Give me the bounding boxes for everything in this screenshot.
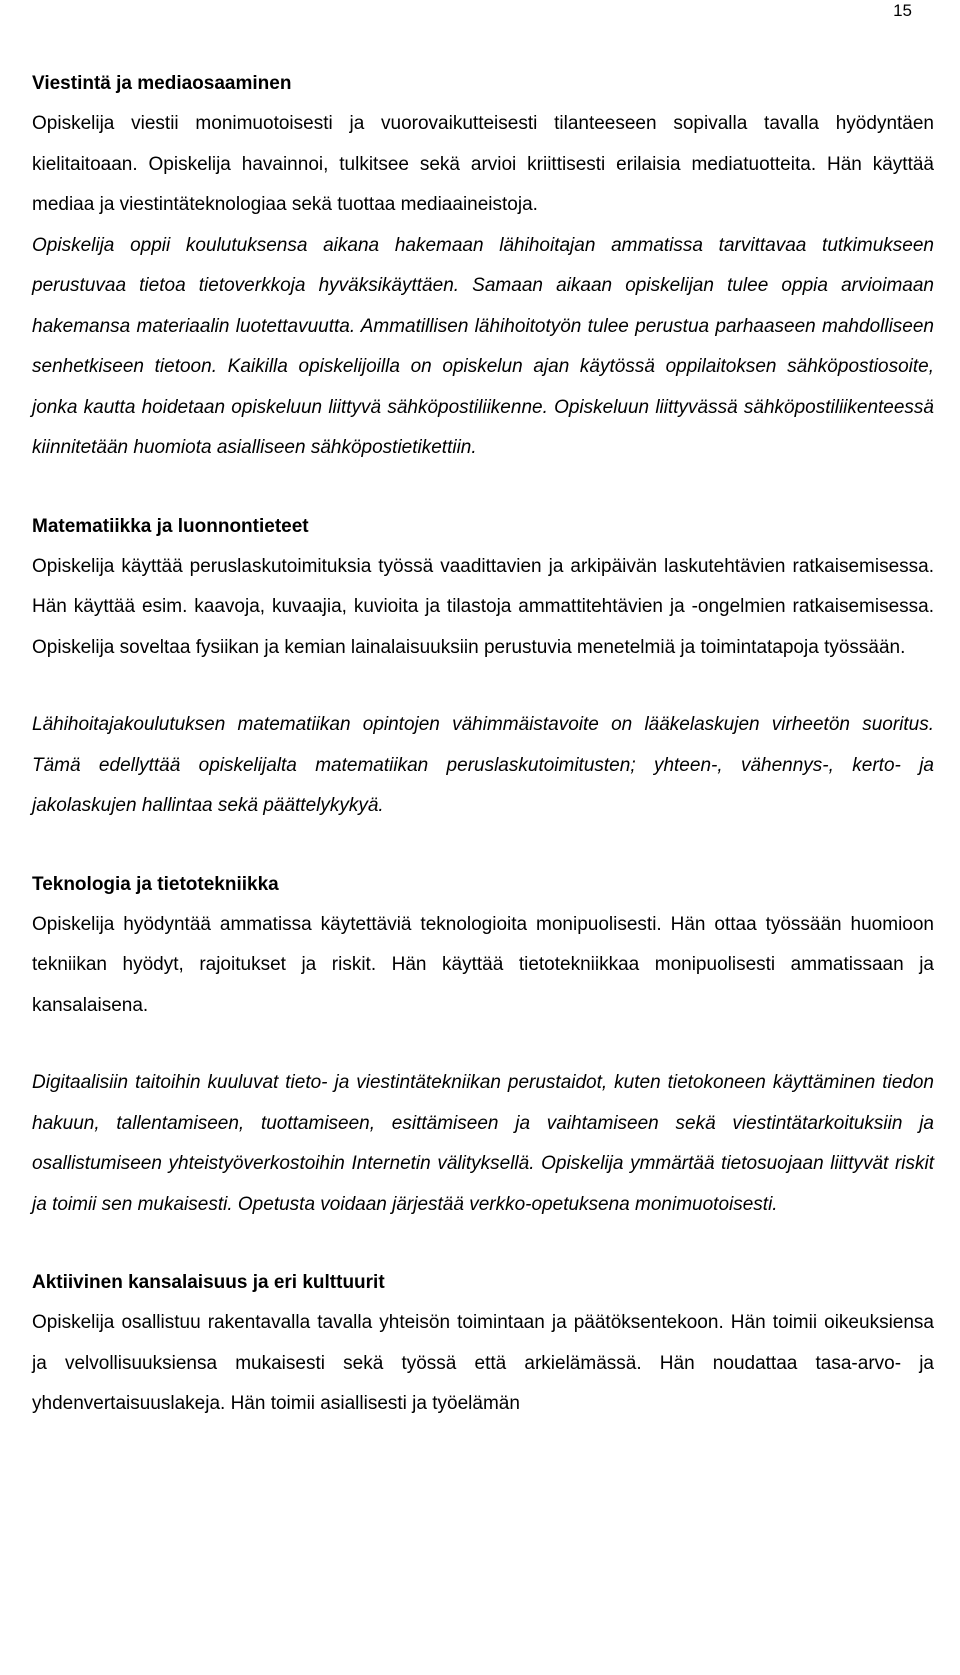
section-viestinta [32, 64, 934, 469]
section-teknologia [32, 865, 934, 1226]
spacer [32, 668, 934, 705]
paragraph: Opiskelija viestii monimuotoisesti ja vuorovaikutteisesti tilanteeseen sopivalla tavalla hyödyntäen kielitaitoaan. Opiskelija havainnoi, tulkitsee sekä arvioi kriittisesti erilaisia mediatuotteita. Hän käyttää mediaa ja viestintäteknologiaa sekä tuottaa mediaaineistoja. [32, 113, 934, 215]
section-heading: Matematiikka ja luonnontieteet [32, 515, 309, 537]
section-heading: Aktiivinen kansalaisuus ja eri kulttuurit [32, 1272, 385, 1293]
paragraph-italic: Digitaalisiin taitoihin kuuluvat tieto- ja viestintätekniikan perustaidot, kuten tietokoneen käyttäminen tiedon hakuun, tallentamiseen, tuottamiseen, esittämiseen ja vaihtamiseen sekä viestintätarkoituksiin ja osallistumiseen yhteistyöverkostoihin Internetin välityksellä. Opiskelija ymmärtää tietosuojaan liittyvät riskit ja toimii sen mukaisesti. Opetusta voidaan järjestää verkko-opetuksena monimuotoisesti. [32, 1072, 934, 1215]
section-kansalaisuus [32, 1263, 934, 1425]
spacer [32, 1026, 934, 1063]
paragraph-italic: Opiskelija oppii koulutuksensa aikana hakemaan lähihoitajan ammatissa tarvittavaa tutkimukseen perustuvaa tietoa tietoverkkoja hyväksikäyttäen. Samaan aikaan opiskelijan tulee oppia arvioimaan hakemansa materiaalin luotettavuutta. Ammatillisen lähihoitotyön tulee perustua parhaaseen mahdolliseen senhetkiseen tietoon. Kaikilla opiskelijoilla on opiskelun ajan käytössä oppilaitoksen sähköpostiosoite, jonka kautta hoidetaan opiskeluun liittyvä sähköpostiliikenne. Opiskeluun liittyvässä sähköpostiliikenteessä kiinnitetään huomiota asialliseen sähköpostietikettiin. [32, 234, 934, 458]
section-heading: Viestintä ja mediaosaaminen [32, 73, 292, 94]
paragraph: Opiskelija käyttää peruslaskutoimituksia työssä vaadittavien ja arkipäivän laskutehtävien ratkaisemisessa. Hän käyttää esim. kaavoja, kuvaajia, kuvioita ja tilastoja ammattitehtävien ja -ongelmien ratkaisemisessa. Opiskelija soveltaa fysiikan ja kemian lainalaisuuksiin perustuvia menetelmiä ja toimintatapoja työssään. [32, 555, 934, 658]
page-number: 15 [893, 1, 912, 20]
spacer [32, 1225, 934, 1263]
paragraph: Opiskelija osallistuu rakentavalla tavalla yhteisön toimintaan ja päätöksentekoon. Hän toimii oikeuksiensa ja velvollisuuksiensa mukaisesti sekä työssä että arkielämässä. Hän noudattaa tasa-arvo- ja yhdenvertaisuuslakeja. Hän toimii asiallisesti ja työelämän [32, 1312, 934, 1414]
section-matematiikka [32, 507, 934, 827]
spacer [32, 469, 934, 507]
document-body [32, 64, 934, 1425]
spacer [32, 827, 934, 865]
paragraph: Opiskelija hyödyntää ammatissa käytettäviä teknologioita monipuolisesti. Hän ottaa työssään huomioon tekniikan hyödyt, rajoitukset ja riskit. Hän käyttää tietotekniikkaa monipuolisesti ammatissaan ja kansalaisena. [32, 913, 934, 1016]
section-heading: Teknologia ja tietotekniikka [32, 873, 279, 895]
paragraph-italic: Lähihoitajakoulutuksen matematiikan opintojen vähimmäistavoite on lääkelaskujen virheetön suoritus. Tämä edellyttää opiskelijalta matematiikan peruslaskutoimitusten; yhteen-, vähennys-, kerto- ja jakolaskujen hallintaa sekä päättelykykyä. [32, 714, 934, 816]
